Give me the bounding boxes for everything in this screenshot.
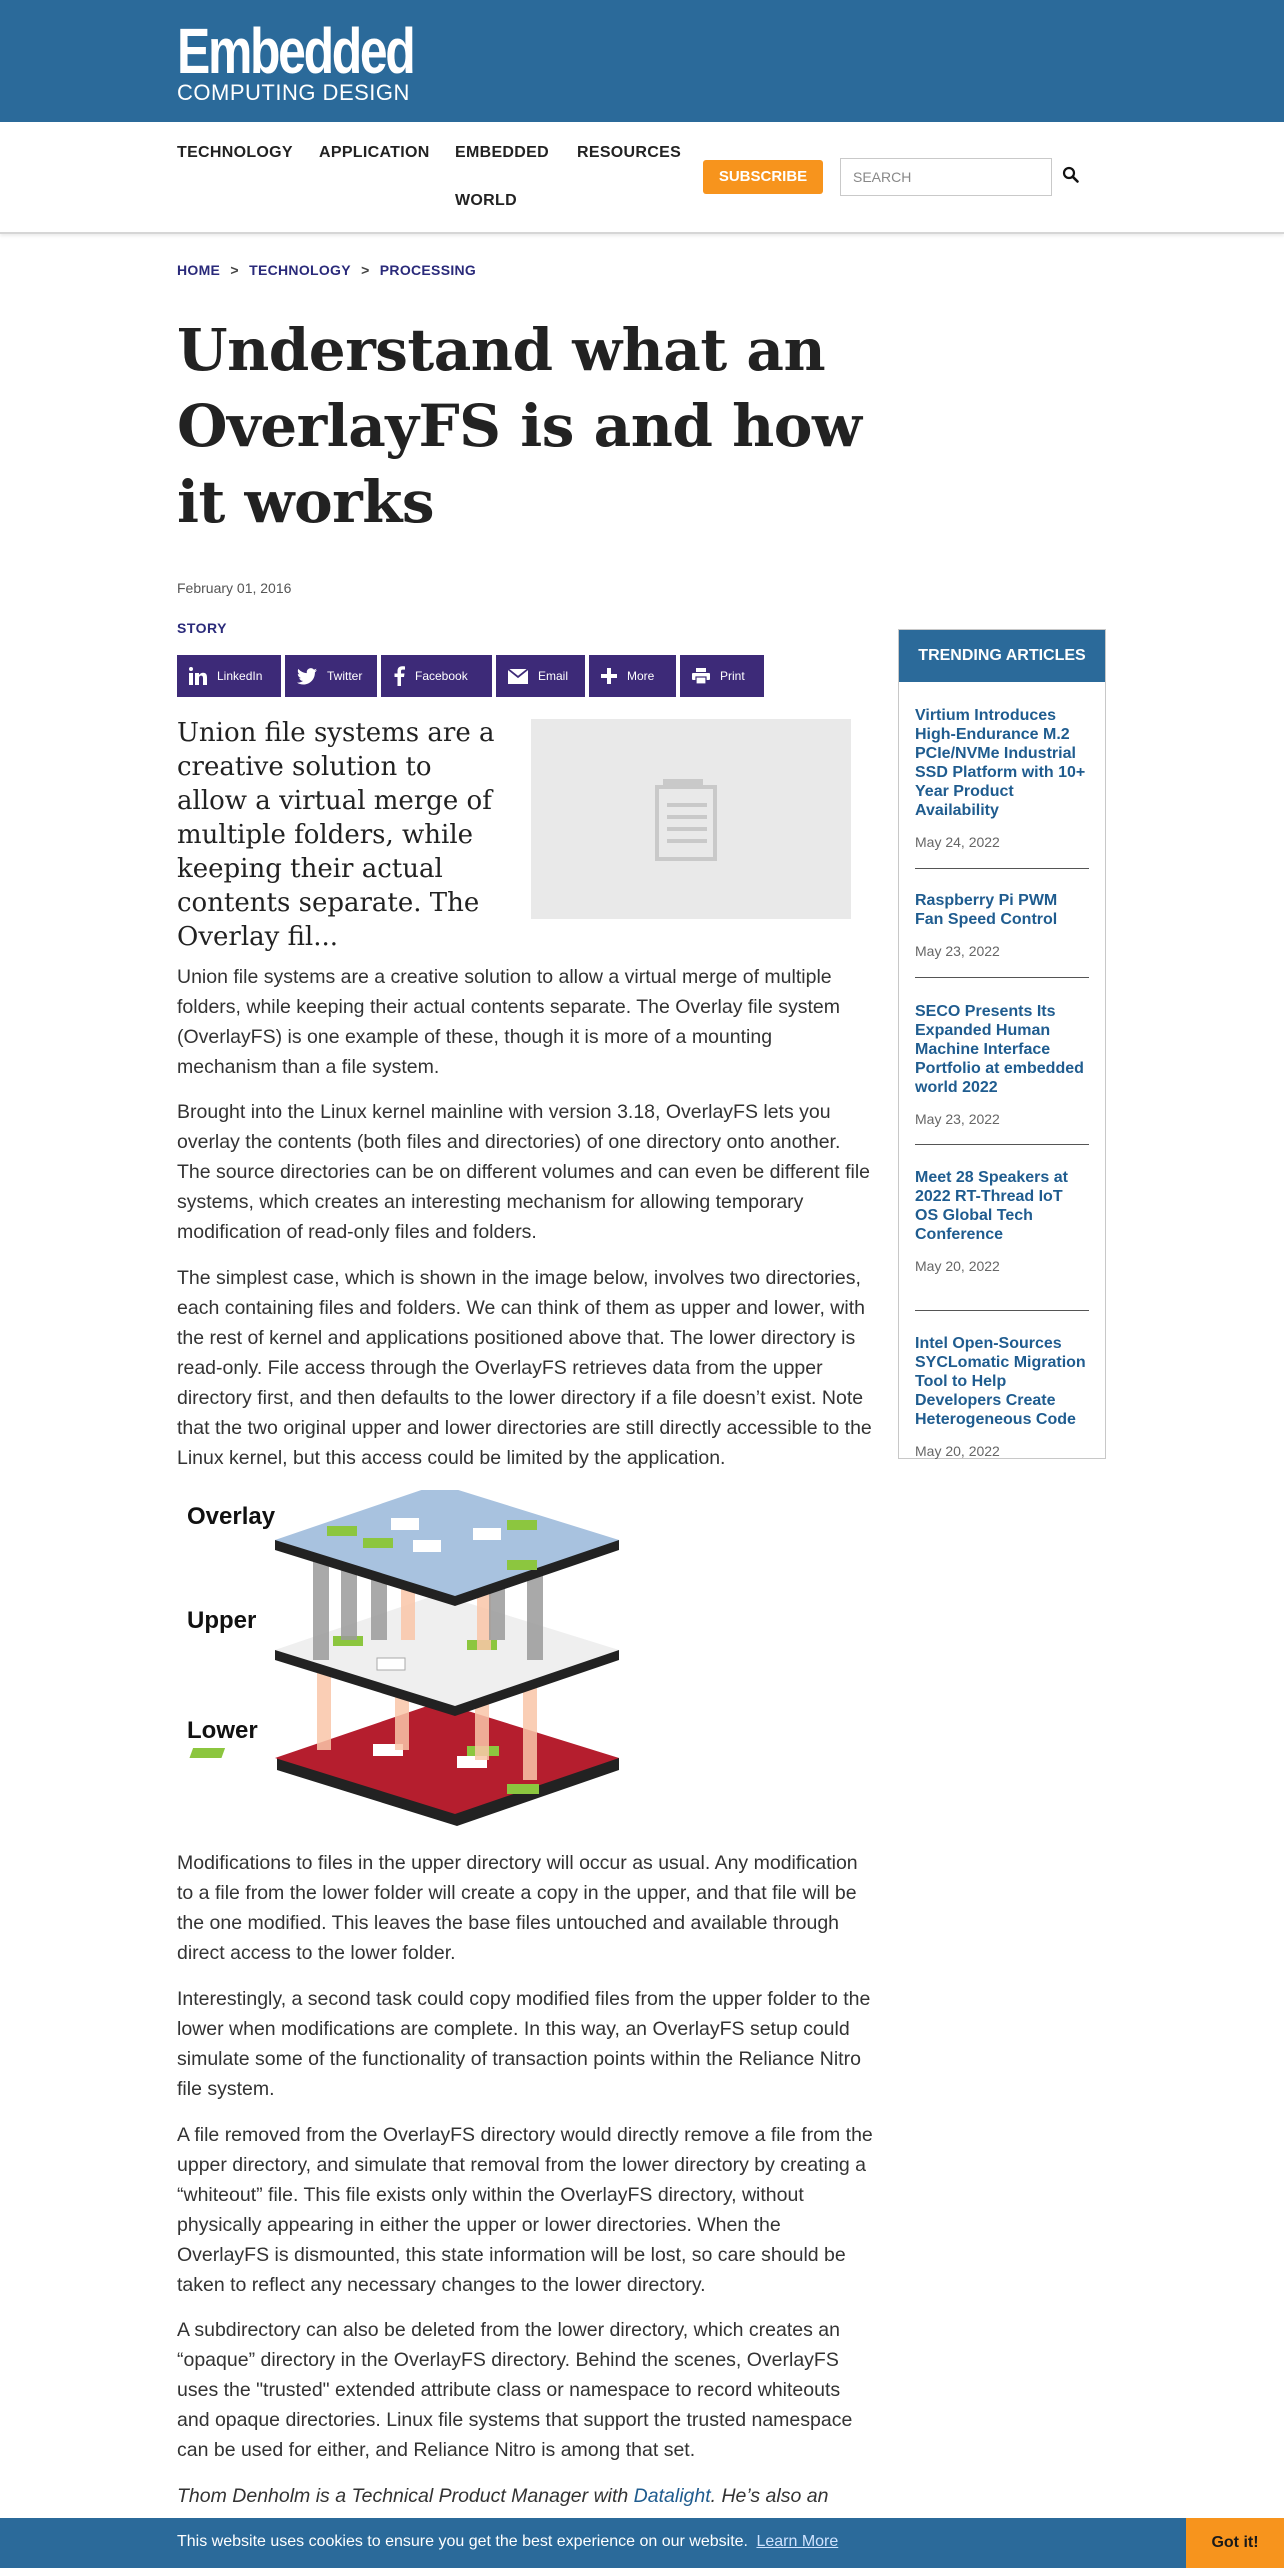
nav-item-world[interactable]: WORLD	[455, 192, 517, 209]
article-lead: Union file systems are a creative solution to allow a virtual merge of multiple folders, while keeping their actual contents separate. The Overlay fil...	[177, 718, 495, 952]
trending-article-date: May 24, 2022	[915, 834, 1000, 850]
email-icon	[508, 669, 528, 684]
trending-article[interactable]	[915, 891, 1089, 959]
breadcrumb-technology[interactable]: TECHNOLOGY	[249, 262, 351, 278]
divider	[915, 868, 1089, 869]
article-paragraph: Union file systems are a creative solution to allow a virtual merge of multiple folders, while keeping their actual contents separate. The Overlay file system (OverlayFS) is one example of these, though it is more of a mounting mechanism than a file system.	[177, 966, 840, 1078]
nav-item-resources[interactable]: RESOURCES	[577, 144, 682, 161]
linkedin-icon	[189, 667, 207, 685]
trending-article-date: May 23, 2022	[915, 943, 1000, 959]
share-email-button[interactable]	[496, 655, 585, 697]
twitter-icon	[297, 668, 317, 685]
article-paragraph: A file removed from the OverlayFS directory would directly remove a file from the upper directory, and simulate that removal from the lower directory by creating a “whiteout” file. This file exists only within the OverlayFS directory, without physically appearing in either the upper or lower directories. When the OverlayFS is dismounted, this state information will be lost, so care should be taken to reflect any necessary changes to the lower directory.	[177, 2124, 873, 2296]
nav-item-embedded[interactable]: EMBEDDED	[455, 144, 549, 161]
facebook-icon	[393, 666, 405, 686]
divider	[915, 1310, 1089, 1311]
subscribe-button[interactable]: SUBSCRIBE	[703, 160, 823, 194]
article-paragraph: Interestingly, a second task could copy modified files from the upper folder to the lower when modifications are complete. In this way, an OverlayFS setup could simulate some of the functionality of transaction points within the Reliance Nitro file system.	[177, 1988, 871, 2100]
plus-icon	[601, 668, 617, 684]
share-label: LinkedIn	[217, 669, 263, 683]
trending-article[interactable]	[915, 1168, 1089, 1274]
share-print-button[interactable]	[680, 655, 764, 697]
breadcrumb-separator: >	[361, 262, 370, 278]
author-bio-text: . He’s also an	[710, 2485, 829, 2507]
trending-article-date: May 20, 2022	[915, 1258, 1000, 1274]
cookie-learn-more-link[interactable]: Learn More	[756, 2533, 839, 2550]
diagram-label-lower: Lower	[187, 1717, 258, 1744]
share-twitter-button[interactable]	[285, 655, 377, 697]
breadcrumb	[177, 262, 482, 278]
share-label: Email	[538, 669, 569, 683]
article-image-placeholder	[531, 719, 851, 919]
overlayfs-diagram	[177, 1490, 637, 1830]
divider	[915, 1144, 1089, 1145]
cookie-message	[177, 2533, 838, 2551]
cookie-banner	[0, 2518, 1284, 2568]
trending-sidebar	[898, 629, 1106, 1459]
trending-article-title[interactable]: SECO Presents Its Expanded Human Machine Interface Portfolio at embedded world 2022	[915, 1003, 1084, 1096]
trending-article-title[interactable]: Raspberry Pi PWM Fan Speed Control	[915, 892, 1058, 928]
logo-main-text: Embedded	[177, 15, 414, 87]
breadcrumb-separator: >	[230, 262, 239, 278]
document-icon	[655, 777, 725, 861]
share-label: Twitter	[327, 669, 363, 683]
diagram-label-overlay: Overlay	[187, 1503, 276, 1530]
share-label: Facebook	[415, 669, 468, 683]
author-bio	[177, 2481, 877, 2511]
breadcrumb-home[interactable]: HOME	[177, 262, 221, 278]
nav-item-application[interactable]: APPLICATION	[319, 144, 430, 161]
breadcrumb-processing[interactable]: PROCESSING	[379, 262, 477, 278]
article-date: February 01, 2016	[177, 580, 292, 596]
trending-article-title[interactable]: Virtium Introduces High-Endurance M.2 PCIe/NVMe Industrial SSD Platform with 10+ Year Product Availability	[915, 707, 1086, 819]
logo-sub-text: COMPUTING DESIGN	[177, 80, 410, 105]
article-paragraph: Brought into the Linux kernel mainline with version 3.18, OverlayFS lets you overlay the contents (both files and directories) of one directory onto another. The source directories can be on different volumes and can even be different file systems, which creates an interesting mechanism for allowing temporary modification of read-only files and folders.	[177, 1101, 871, 1243]
share-label: More	[627, 669, 655, 683]
trending-article[interactable]	[915, 1002, 1089, 1127]
page-title: Understand what an OverlayFS is and how it works	[177, 316, 862, 536]
content-type-label[interactable]: STORY	[177, 620, 227, 636]
article-paragraph: Modifications to files in the upper directory will occur as usual. Any modification to a file from the lower folder will create a copy in the upper, and that file will be the one modified. This leaves the base files untouched and available through direct access to the lower folder.	[177, 1852, 858, 1964]
search-icon[interactable]	[1062, 166, 1080, 184]
diagram-label-upper: Upper	[187, 1607, 257, 1634]
trending-article-title[interactable]: Meet 28 Speakers at 2022 RT-Thread IoT OS Global Tech Conference	[915, 1169, 1068, 1243]
divider	[915, 977, 1089, 978]
article-paragraph: The simplest case, which is shown in the image below, involves two directories, each containing files and folders. We can think of them as upper and lower, with the rest of kernel and applications positioned above that. The lower directory is read-only. File access through the OverlayFS retrieves data from the upper directory first, and then defaults to the lower directory if a file doesn’t exist. Note that the two original upper and lower directories are still directly accessible to the Linux kernel, but this access could be limited by the application.	[177, 1267, 872, 1469]
site-logo[interactable]	[177, 15, 480, 105]
trending-article-date: May 20, 2022	[915, 1443, 1000, 1459]
search-input[interactable]: SEARCH	[840, 158, 1052, 196]
author-company-link[interactable]: Datalight	[633, 2485, 711, 2507]
share-facebook-button[interactable]	[381, 655, 492, 697]
share-linkedin-button[interactable]	[177, 655, 281, 697]
printer-icon	[692, 668, 710, 684]
trending-article[interactable]	[915, 706, 1089, 850]
share-more-button[interactable]	[589, 655, 676, 697]
site-header	[0, 0, 1284, 122]
main-nav	[0, 122, 1284, 234]
article-paragraph: A subdirectory can also be deleted from the lower directory, which creates an “opaque” directory in the OverlayFS directory. Behind the scenes, OverlayFS uses the "trusted" extended attribute class or namespace to record whiteouts and opaque directories. Linux file systems that support the trusted namespace can be used for either, and Reliance Nitro is among that set.	[177, 2319, 853, 2461]
author-bio-text: Thom Denholm is a Technical Product Manager with	[177, 2485, 634, 2507]
share-label: Print	[720, 669, 745, 683]
trending-article-date: May 23, 2022	[915, 1111, 1000, 1127]
cookie-accept-button[interactable]: Got it!	[1186, 2518, 1284, 2568]
sidebar-heading: TRENDING ARTICLES	[899, 630, 1105, 682]
cookie-text: This website uses cookies to ensure you get the best experience on our website.	[177, 2533, 748, 2550]
nav-item-technology[interactable]: TECHNOLOGY	[177, 144, 293, 161]
trending-article[interactable]	[915, 1334, 1089, 1459]
trending-article-title[interactable]: Intel Open-Sources SYCLomatic Migration Tool to Help Developers Create Heterogeneous Code	[915, 1335, 1086, 1428]
